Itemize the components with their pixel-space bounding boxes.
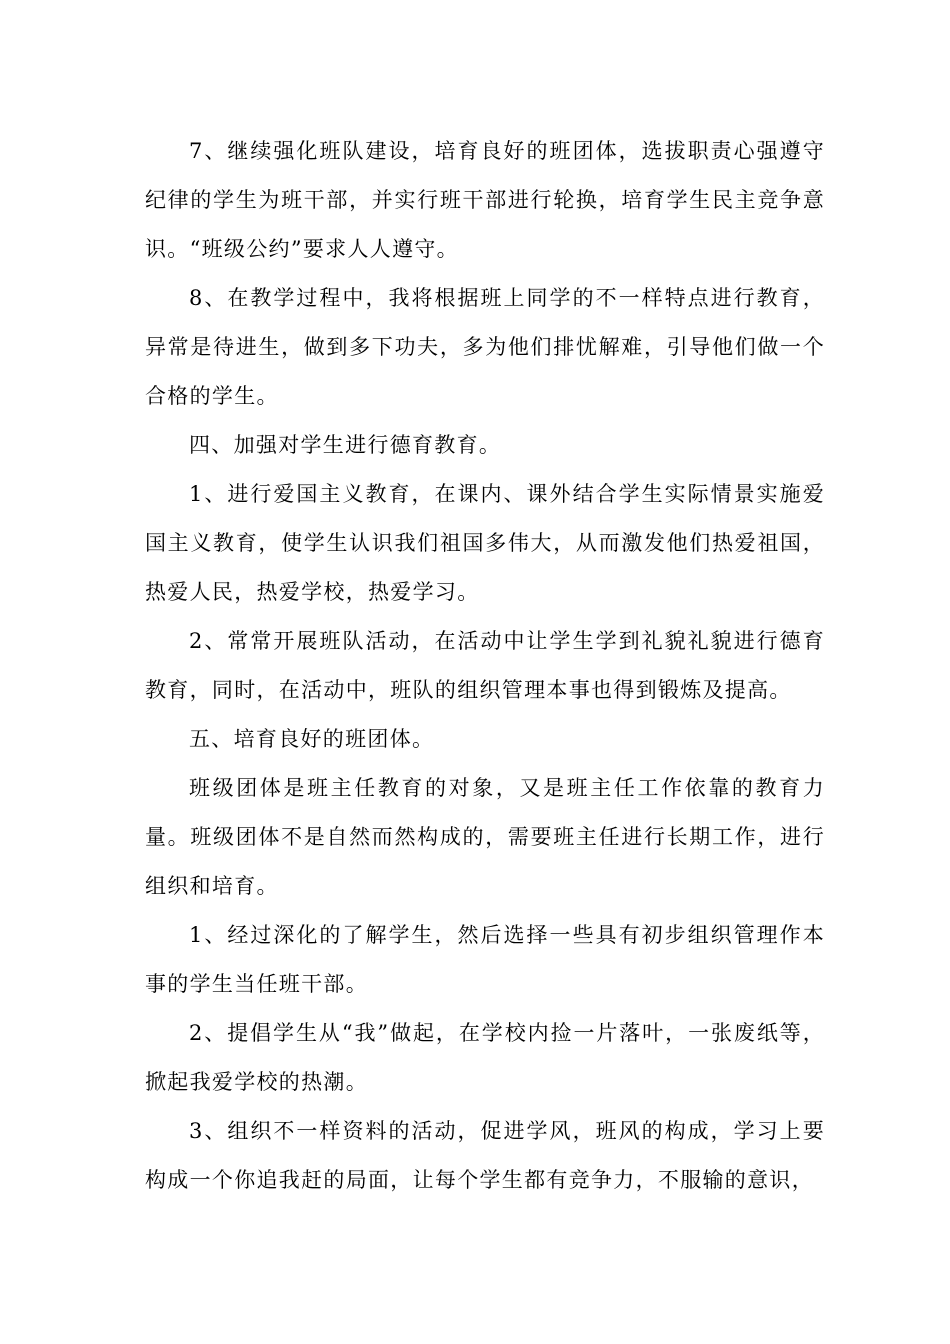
paragraph-organize-activities: 3、组织不一样资料的活动，促进学风，班风的构成，学习上要构成一个你追我赶的局面，让每个学生都有竞争力，不服输的意识，: [145, 1119, 825, 1192]
paragraph-patriotic-education: 1、进行爱国主义教育，在课内、课外结合学生实际情景实施爱国主义教育，使学生认识我们祖国多伟大，从而激发他们热爱祖国，热爱人民，热爱学校，热爱学习。: [145, 482, 825, 604]
paragraph-item-8: 8、在教学过程中，我将根据班上同学的不一样特点进行教育，异常是待进生，做到多下功夫，多为他们排忧解难，引导他们做一个合格的学生。: [145, 286, 825, 408]
paragraph-class-collective-intro: 班级团体是班主任教育的对象，又是班主任工作依靠的教育力量。班级团体不是自然而然构成的，需要班主任进行长期工作，进行组织和培育。: [145, 776, 825, 898]
section-heading-class-collective: 五、培育良好的班团体。: [189, 727, 435, 751]
section-heading-moral-education: 四、加强对学生进行德育教育。: [189, 433, 502, 457]
paragraph-select-class-cadres: 1、经过深化的了解学生，然后选择一些具有初步组织管理作本事的学生当任班干部。: [145, 923, 825, 996]
paragraph-class-activities: 2、常常开展班队活动，在活动中让学生学到礼貌礼貌进行德育教育，同时，在活动中，班队的组织管理本事也得到锻炼及提高。: [145, 629, 825, 702]
paragraph-item-7: 7、继续强化班队建设，培育良好的班团体，选拔职责心强遵守纪律的学生为班干部，并实行班干部进行轮换，培育学生民主竞争意识。“班级公约”要求人人遵守。: [145, 139, 825, 261]
document-page: [145, 127, 825, 1205]
paragraph-love-school: 2、提倡学生从“我”做起，在学校内捡一片落叶，一张废纸等，掀起我爱学校的热潮。: [145, 1021, 825, 1094]
